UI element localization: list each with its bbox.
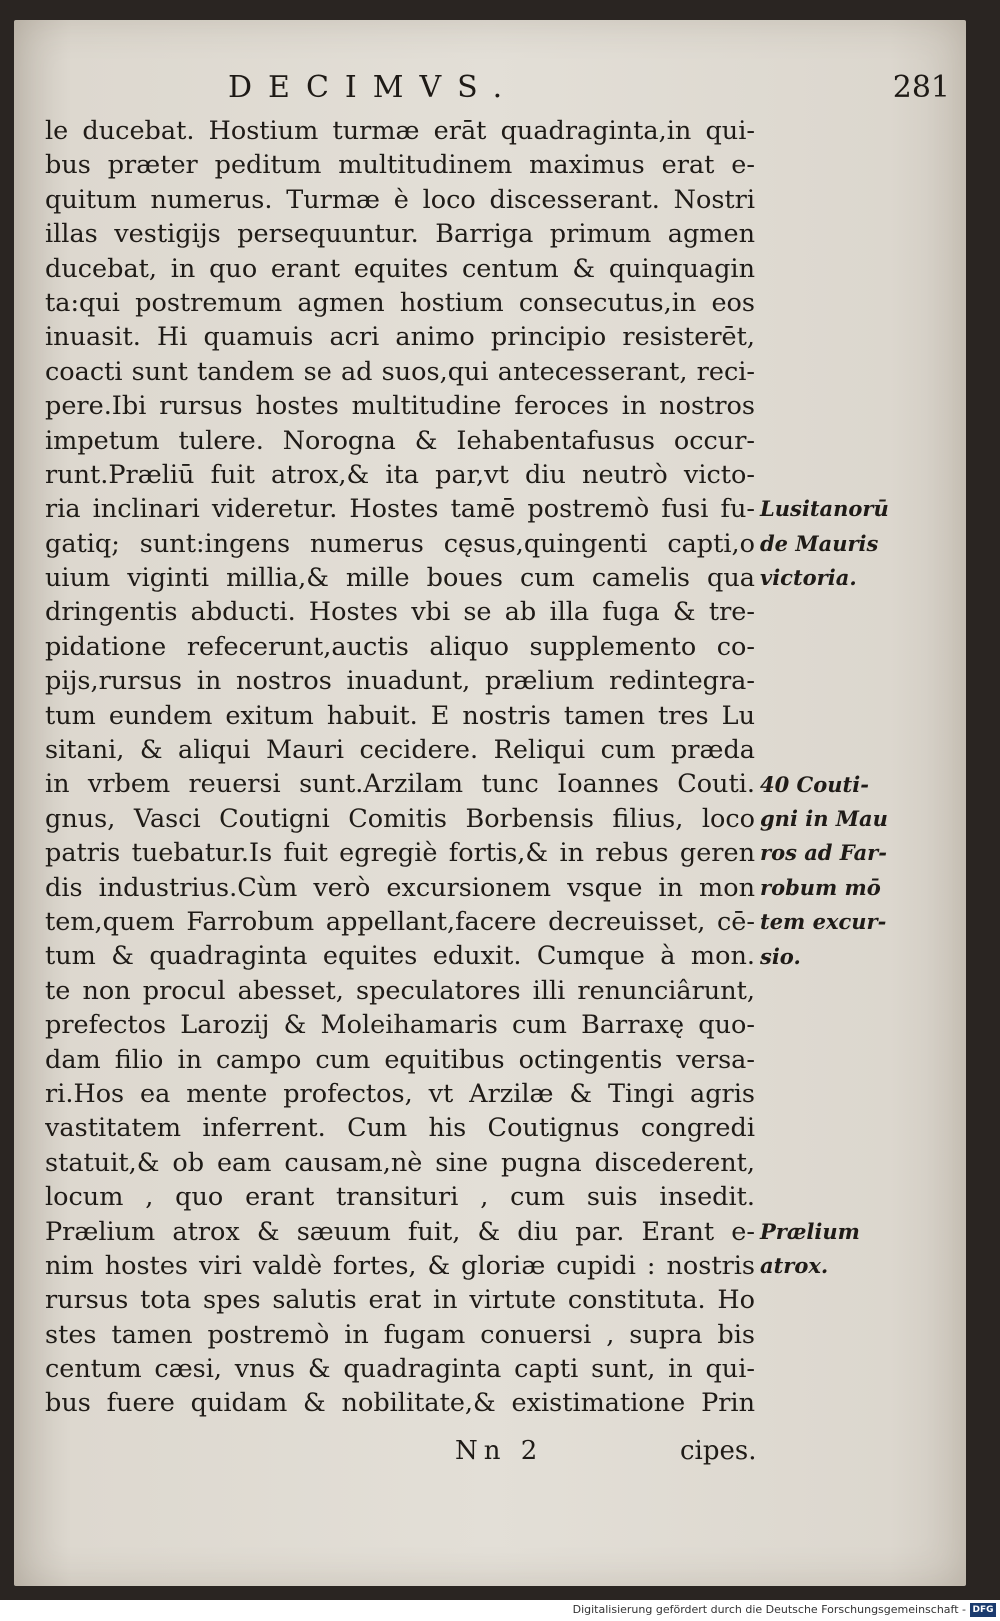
text-line: uium viginti millia,& mille boues cum camelis qua xyxy=(45,563,755,594)
marginal-note-line: atrox. xyxy=(760,1253,829,1279)
text-line: stes tamen postremò in fugam conuersi , supra bis xyxy=(45,1319,755,1350)
text-line: centum cæsi, vnus & quadraginta capti sunt, in qui- xyxy=(45,1354,755,1385)
footer-credit: Digitalisierung gefördert durch die Deutsche Forschungsgemeinschaft - xyxy=(572,1603,966,1616)
text-line: pijs,rursus in nostros inuadunt, prælium redintegra- xyxy=(45,666,755,697)
marginal-note-line: 40 Couti- xyxy=(760,771,869,797)
text-line: dis industrius.Cùm verò excursionem vsque in mon xyxy=(45,872,755,903)
marginal-note-line: sio. xyxy=(760,943,801,969)
text-line: illas vestigijs persequuntur. Barriga primum agmen xyxy=(45,219,755,250)
text-line: impetum tulere. Norogna & Iehabentafusus occur- xyxy=(45,425,755,456)
marginal-note-line: tem excur- xyxy=(760,909,887,935)
marginal-note-line: robum mō xyxy=(760,874,881,900)
dfg-logo: DFG xyxy=(970,1603,996,1617)
running-head-title: DECIMVS. xyxy=(228,70,519,105)
text-line: prefectos Larozij & Moleihamaris cum Barraxę quo- xyxy=(45,1010,755,1041)
text-line: quitum numerus. Turmæ è loco discesserant. Nostri xyxy=(45,184,755,215)
footer-bar xyxy=(0,1600,1000,1621)
text-line: le ducebat. Hostium turmæ erāt quadraginta,in qui- xyxy=(45,116,755,146)
marginal-note-line: de Mauris xyxy=(760,530,879,556)
marginal-note-line: gni in Mau xyxy=(760,806,888,831)
text-line: in vrbem reuersi sunt.Arzilam tunc Ioannes Couti. xyxy=(45,769,755,800)
text-line: tum & quadraginta equites eduxit. Cumque à mon. xyxy=(45,941,755,972)
text-line: sitani, & aliqui Mauri cecidere. Reliqui cum præda xyxy=(45,735,755,766)
marginal-note-line: Lusitanorū xyxy=(760,496,889,522)
text-line: pere.Ibi rursus hostes multitudine feroces in nostros xyxy=(45,391,755,422)
marginal-note-praelium xyxy=(760,1215,900,1284)
text-line: te non procul abesset, speculatores illi renunciârunt, xyxy=(45,975,755,1006)
text-line: runt.Præliū fuit atrox,& ita par,vt diu neutrò victo- xyxy=(45,459,755,490)
text-line: gatiq; sunt:ingens numerus cęsus,quingenti capti,o xyxy=(45,528,755,559)
text-line: statuit,& ob eam causam,nè sine pugna discederent, xyxy=(45,1147,755,1178)
marginal-note-lusitanorum xyxy=(760,492,900,595)
text-line: ta:qui postremum agmen hostium consecutus,in eos xyxy=(45,287,755,318)
page-number: 281 xyxy=(892,70,950,105)
text-line: rursus tota spes salutis erat in virtute constituta. Ho xyxy=(45,1285,755,1316)
text-line: pidatione refecerunt,auctis aliquo supplemento co- xyxy=(45,631,755,662)
text-line: coacti sunt tandem se ad suos,qui antecesserant, reci- xyxy=(45,356,755,387)
marginal-note-line: ros ad Far- xyxy=(760,840,887,866)
text-line: inuasit. Hi quamuis acri animo principio resisterēt, xyxy=(45,322,755,353)
text-line: patris tuebatur.Is fuit egregiè fortis,& in rebus geren xyxy=(45,838,755,869)
text-line: dringentis abducti. Hostes vbi se ab illa fuga & tre- xyxy=(45,597,755,628)
text-line: ria inclinari videretur. Hostes tamē postremò fusi fu- xyxy=(45,494,755,525)
text-line: Prælium atrox & sæuum fuit, & diu par. Erant e- xyxy=(45,1216,755,1247)
text-line: tum eundem exitum habuit. E nostris tamen tres Lu xyxy=(45,700,755,731)
marginal-note-line: victoria. xyxy=(760,565,857,591)
text-line: gnus, Vasci Coutigni Comitis Borbensis filius, loco xyxy=(45,803,755,834)
text-line: tem,quem Farrobum appellant,facere decreuisset, cē- xyxy=(45,906,755,937)
running-head xyxy=(228,70,950,110)
text-line: bus fuere quidam & nobilitate,& existimatione Prin xyxy=(45,1388,755,1419)
text-line: bus præter peditum multitudinem maximus erat e- xyxy=(45,150,755,181)
text-line: vastitatem inferrent. Cum his Coutignus congredi xyxy=(45,1113,755,1144)
text-line: nim hostes viri valdè fortes, & gloriæ cupidi : nostris xyxy=(45,1250,755,1281)
marginal-note-line: Prælium xyxy=(760,1218,860,1244)
signature-mark: Nn 2 xyxy=(455,1436,544,1466)
marginal-note-coutigni xyxy=(760,768,900,974)
text-line: locum , quo erant transituri , cum suis insedit. xyxy=(45,1182,755,1213)
text-line: dam filio in campo cum equitibus octingentis versa- xyxy=(45,1044,755,1075)
body-text xyxy=(45,114,755,1421)
catchword: cipes. xyxy=(680,1436,757,1466)
text-line: ducebat, in quo erant equites centum & quinquagin xyxy=(45,253,755,284)
text-line: ri.Hos ea mente profectos, vt Arzilæ & Tingi agris xyxy=(45,1078,755,1109)
